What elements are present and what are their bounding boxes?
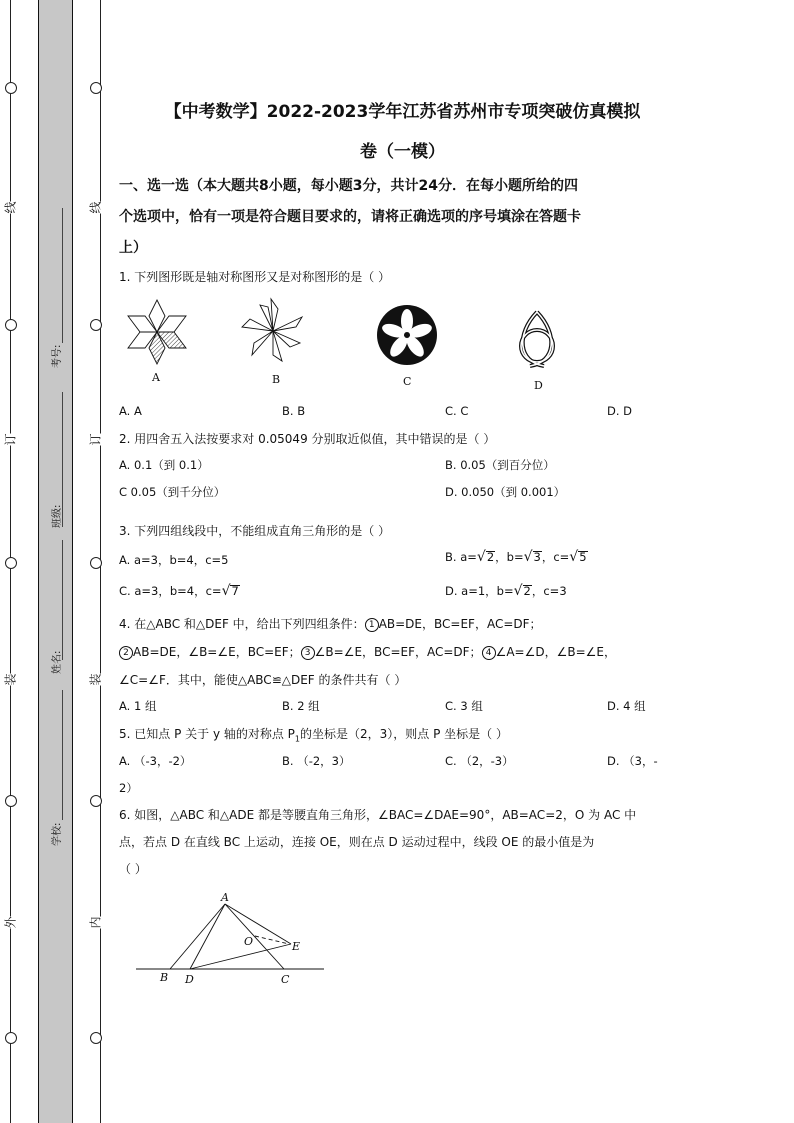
inner-char-line: 线 [88,201,103,214]
q4-line2 [119,643,616,660]
q5-stem-pre: 5. 已知点 P 关于 y 轴的对称点 P [119,727,295,741]
section-heading-line3: 上） [119,240,147,256]
q4-option-a[interactable]: A. 1 组 [119,699,157,713]
q1-figure-c [376,304,438,366]
q6-label-c: C [281,973,290,986]
q3-option-b-sep2: ，c= [541,550,570,564]
q1-figure-d [504,306,570,372]
q4-line3: ∠C=∠F．其中，能使△ABC≌△DEF 的条件共有（ ） [119,673,407,687]
binding-hole [90,795,102,807]
sqrt-icon: √ [513,583,523,599]
exam-number-blank[interactable] [62,208,63,343]
q1-fig-label-d: D [534,379,543,392]
q4-stem: 4. 在△ABC 和△DEF 中，给出下列四组条件： [119,617,365,631]
q1-figure-a [124,296,190,372]
q3-option-d-radicand: 2 [523,584,531,598]
q3-option-d[interactable] [445,583,567,599]
q6-label-o: O [244,935,254,948]
class-label: 班级: [52,504,63,528]
binding-hole [5,1032,17,1044]
outer-char-order: 订 [3,433,18,446]
name-label: 姓名: [52,650,63,674]
q4-cond4-marker: 4 [482,646,496,660]
section-heading-line2: 个选项中，恰有一项是符合题目要求的，请将正确选项的序号填涂在答题卡 [119,209,581,225]
outer-char-bind: 装 [3,673,18,686]
page-title-line2: 卷（一模） [360,142,445,162]
q2-option-d[interactable]: D. 0.050（到 0.001） [445,485,566,499]
q1-stem: 1. 下列图形既是轴对称图形又是对称图形的是（ ） [119,270,391,284]
q5-stem [119,725,508,743]
sqrt-icon: √ [523,549,533,565]
inner-char-inside: 内 [88,916,103,929]
q4-cond3: ∠B=∠E，BC=EF，AC=DF； [314,645,482,659]
q1-fig-label-b: B [272,373,281,386]
section-heading: 一、选一选（本大题共8小题，每小题3分，共计24分．在每小题所给的四 [119,178,578,194]
q2-option-a[interactable]: A. 0.1（到 0.1） [119,458,209,472]
outer-char-outside: 外 [3,916,18,929]
binding-hole [5,795,17,807]
q6-line1: 6. 如图，△ABC 和△ADE 都是等腰直角三角形，∠BAC=∠DAE=90°，AB=AC=2，O 为 AC 中 [119,808,637,822]
q4-cond1: AB=DE，BC=EF，AC=DF； [378,617,542,631]
q1-option-b[interactable]: B. B [282,404,306,418]
q3-option-a[interactable]: A. a=3，b=4，c=5 [119,553,229,567]
inner-char-order: 订 [88,433,103,446]
q4-cond1-marker: 1 [365,618,379,632]
sqrt-icon: √ [221,583,231,599]
page-title: 【中考数学】2022-2023学年江苏省苏州市专项突破仿真模拟 [164,102,641,122]
q2-option-b[interactable]: B. 0.05（到百分位） [445,458,555,472]
inner-char-bind: 装 [88,673,103,686]
q3-stem: 3. 下列四组线段中，不能组成直角三角形的是（ ） [119,524,391,538]
q6-label-a: A [221,891,229,904]
q6-label-e: E [292,940,301,953]
q3-option-b[interactable] [445,549,588,565]
q3-option-b-sep1: ，b= [495,550,524,564]
q5-stem-post: 的坐标是（2，3），则点 P 坐标是（ ） [300,727,508,741]
q3-option-c-prefix: C. a=3，b=4，c= [119,584,222,598]
school-blank[interactable] [62,690,63,820]
name-blank[interactable] [62,540,63,660]
sqrt-icon: √ [569,549,579,565]
q3-option-b-prefix: B. a= [445,550,477,564]
q5-option-d-wrap: 2） [119,781,138,795]
sqrt-icon: √ [476,549,486,565]
q2-stem: 2. 用四舍五入法按要求对 0.05049 分别取近似值，其中错误的是（ ） [119,432,496,446]
binding-gray-band [38,0,73,1123]
q1-option-a[interactable]: A. A [119,404,142,418]
q5-option-c[interactable]: C. （2，-3） [445,754,514,768]
q1-option-c[interactable]: C. C [445,404,469,418]
q3-option-c-radicand: 7 [231,584,239,598]
q4-option-d[interactable]: D. 4 组 [607,699,646,713]
q6-line2: 点，若点 D 在直线 BC 上运动，连接 OE，则在点 D 运动过程中，线段 OE 的最小值是为 [119,835,595,849]
binding-hole [90,319,102,331]
binding-hole [5,319,17,331]
q3-option-d-prefix: D. a=1，b= [445,584,514,598]
outer-char-line: 线 [3,201,18,214]
q3-option-b-radicand2: 3 [533,550,541,564]
q4-option-c[interactable]: C. 3 组 [445,699,483,713]
q5-option-a[interactable]: A. （-3，-2） [119,754,192,768]
q1-fig-label-a: A [152,371,160,384]
q6-line3: （ ） [119,862,147,876]
q6-label-b: B [160,971,169,984]
q4-cond2: AB=DE，∠B=∠E，BC=EF； [133,645,301,659]
q4-cond2-marker: 2 [119,646,133,660]
q5-option-d[interactable]: D. （3，- [607,754,658,768]
exam-number-label: 考号: [52,344,63,368]
q4-option-b[interactable]: B. 2 组 [282,699,320,713]
binding-hole [5,557,17,569]
school-label: 学校: [52,822,63,846]
q1-figure-b [238,297,308,365]
binding-hole [90,82,102,94]
q1-option-d[interactable]: D. D [607,404,633,418]
binding-hole [90,1032,102,1044]
binding-hole [90,557,102,569]
q3-option-c[interactable] [119,583,240,599]
q2-option-c[interactable]: C 0.05（到千分位） [119,485,226,499]
q5-subscript: 1 [294,734,301,744]
q5-option-b[interactable]: B. （-2，3） [282,754,351,768]
q6-label-d: D [185,973,194,986]
q4-cond3-marker: 3 [301,646,315,660]
q1-fig-label-c: C [403,375,412,388]
q4-cond4: ∠A=∠D，∠B=∠E， [495,645,616,659]
q3-option-b-radicand1: 2 [486,550,495,564]
q3-option-b-radicand3: 5 [579,550,587,564]
q4-line1 [119,615,542,632]
binding-hole [5,82,17,94]
q3-option-d-suffix: ，c=3 [531,584,567,598]
